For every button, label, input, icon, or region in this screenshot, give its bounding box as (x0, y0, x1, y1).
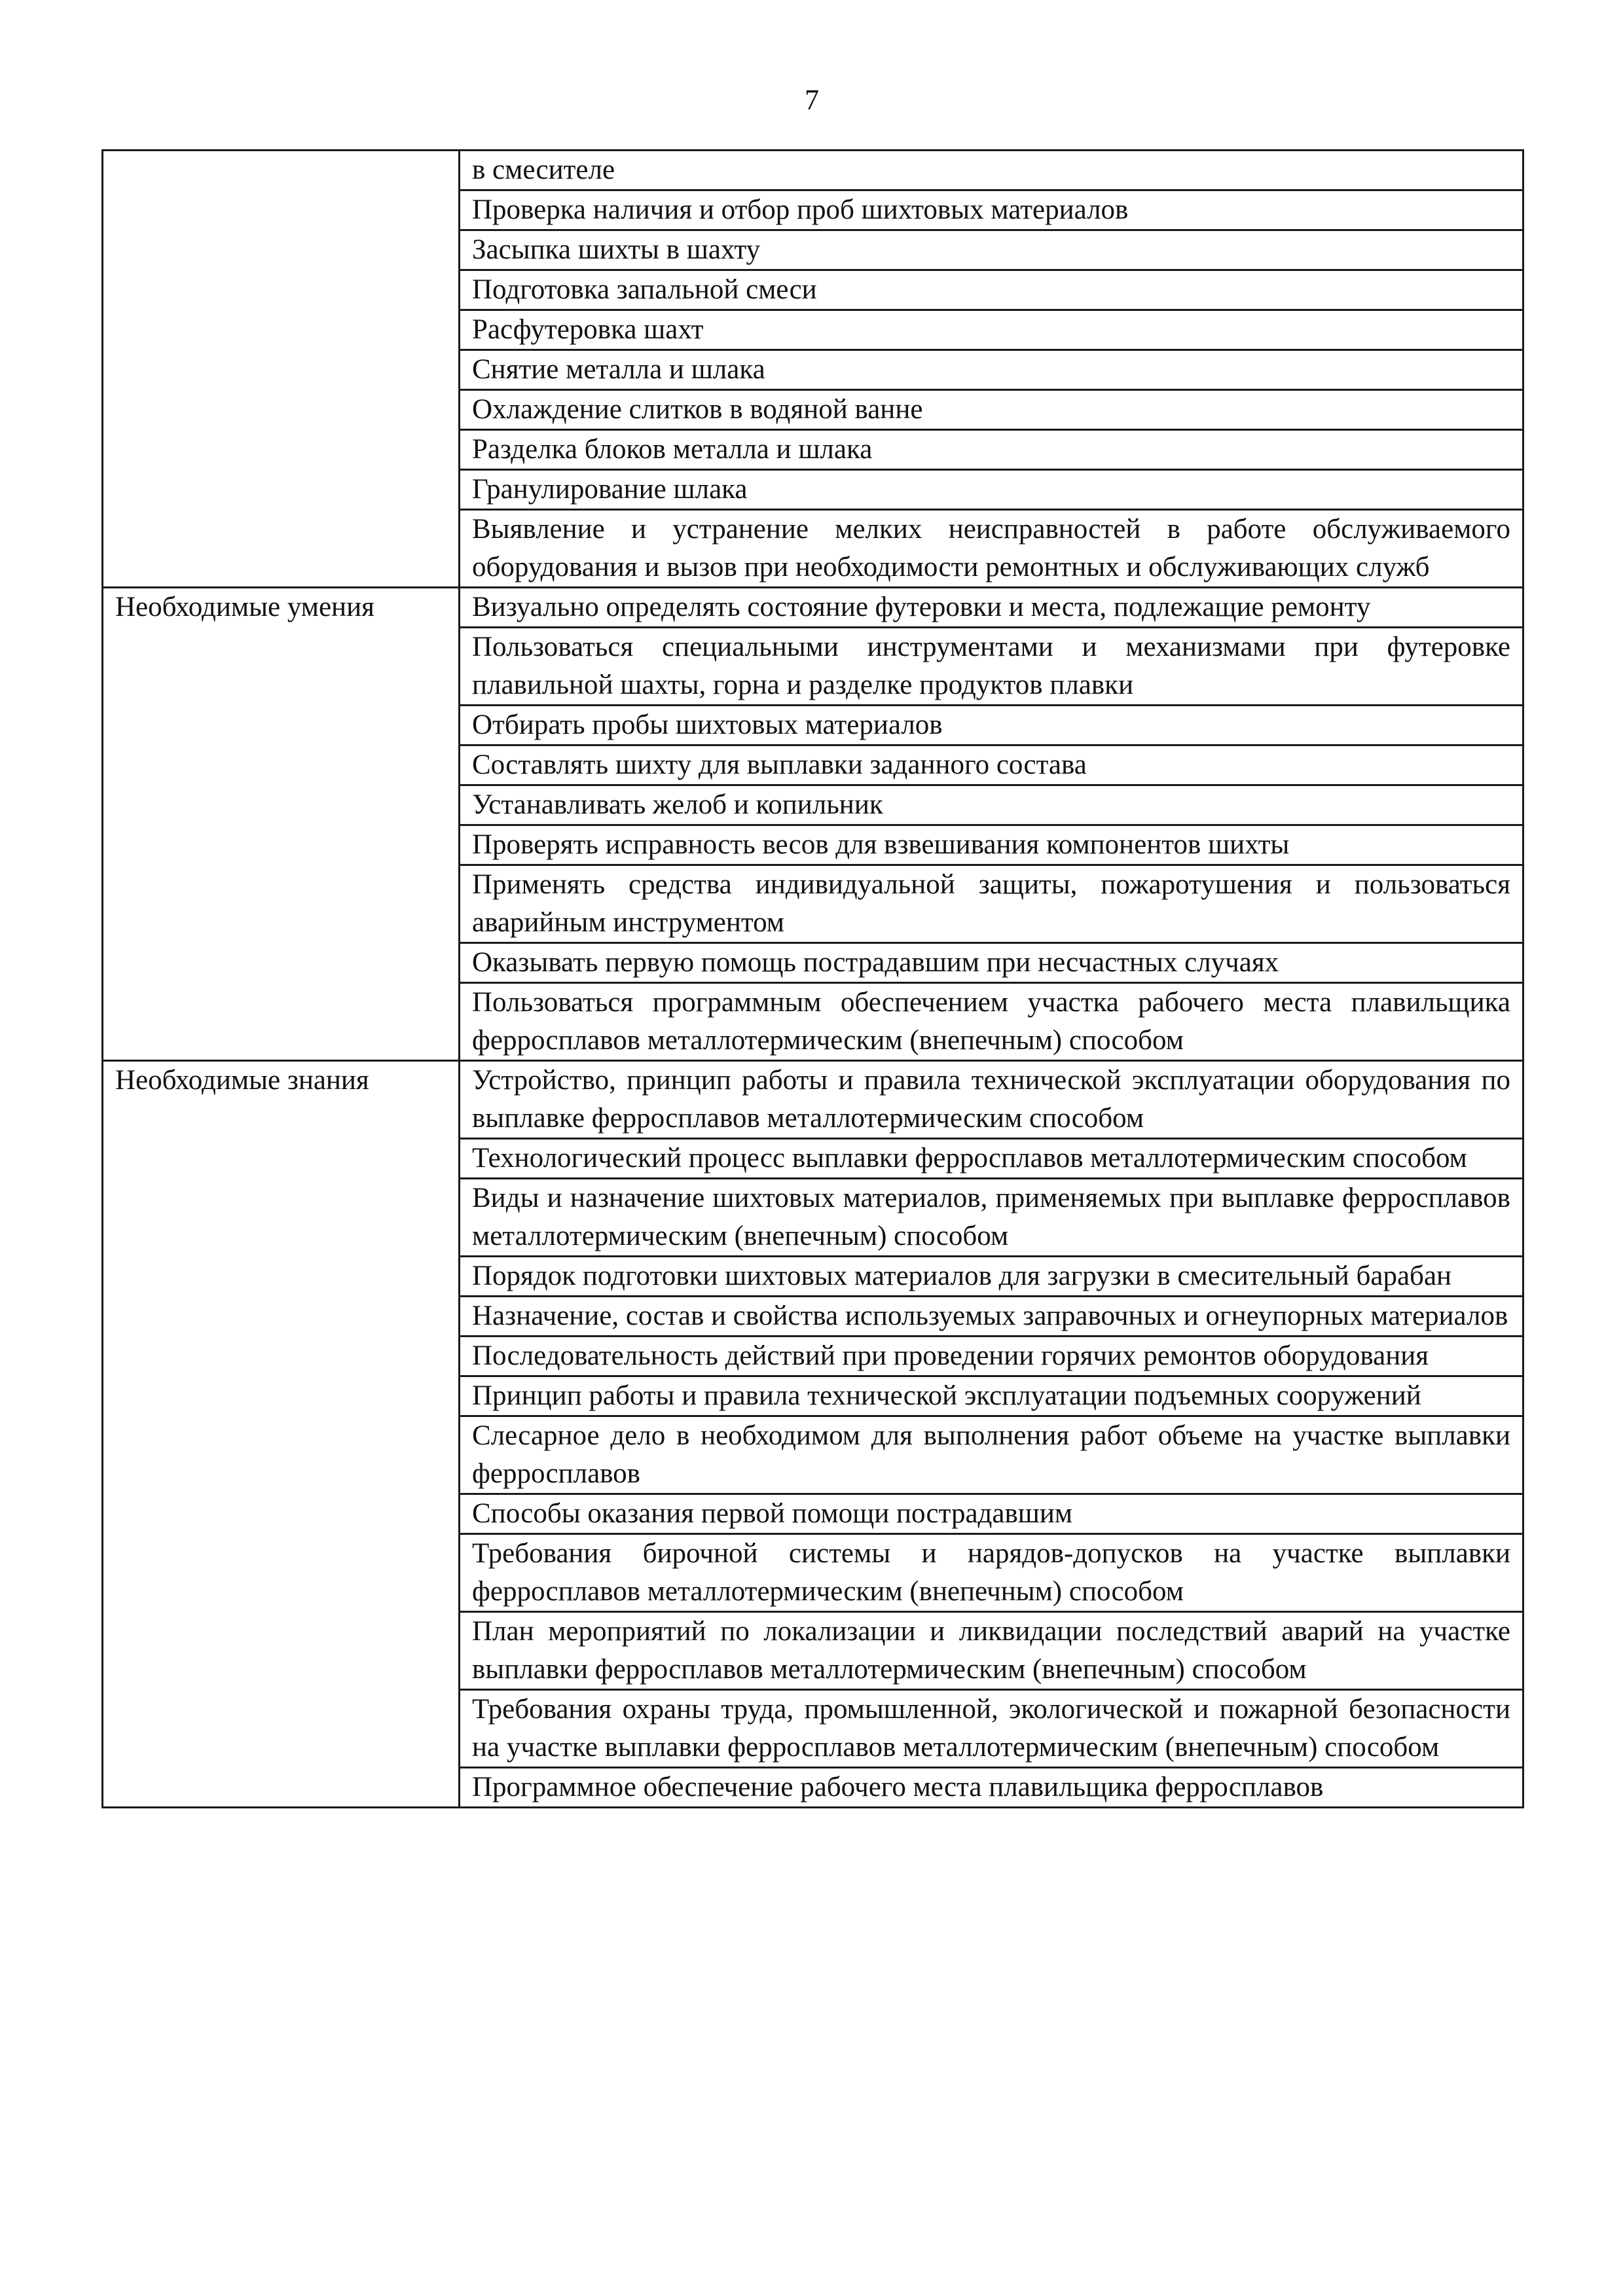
table-cell-item: Устанавливать желоб и копильник (460, 785, 1523, 825)
table-cell-item: Технологический процесс выплавки ферросплавов металлотермическим способом (460, 1139, 1523, 1179)
table-cell-item: в смесителе (460, 151, 1523, 190)
table-cell-item: Визуально определять состояние футеровки и места, подлежащие ремонту (460, 588, 1523, 628)
table-cell-item: Засыпка шихты в шахту (460, 230, 1523, 270)
table-row (103, 151, 1523, 190)
table-cell-item: Принцип работы и правила технической эксплуатации подъемных сооружений (460, 1376, 1523, 1416)
table-cell-item: Гранулирование шлака (460, 470, 1523, 510)
page-number: 7 (805, 84, 819, 116)
table-cell-item: Охлаждение слитков в водяной ванне (460, 390, 1523, 430)
table-cell-item: Последовательность действий при проведении горячих ремонтов оборудования (460, 1336, 1523, 1376)
table-cell-item: План мероприятий по локализации и ликвидации последствий аварий на участке выплавки ферросплавов металлотермическим (внепечным) способом (460, 1612, 1523, 1690)
table-cell-item: Применять средства индивидуальной защиты, пожаротушения и пользоваться аварийным инструментом (460, 865, 1523, 943)
table-cell-item: Разделка блоков металла и шлака (460, 430, 1523, 470)
section-label (103, 151, 460, 588)
table-cell-item: Устройство, принцип работы и правила технической эксплуатации оборудования по выплавке ферросплавов металлотермическим способом (460, 1061, 1523, 1139)
requirements-table (101, 149, 1524, 1808)
table-cell-item: Слесарное дело в необходимом для выполнения работ объеме на участке выплавки ферросплавов (460, 1416, 1523, 1494)
section-label: Необходимые знания (103, 1061, 460, 1808)
table-row (103, 1061, 1523, 1139)
table-cell-item: Проверять исправность весов для взвешивания компонентов шихты (460, 825, 1523, 865)
table-cell-item: Порядок подготовки шихтовых материалов для загрузки в смесительный барабан (460, 1257, 1523, 1297)
table-body (103, 151, 1523, 1808)
table-cell-item: Снятие металла и шлака (460, 350, 1523, 390)
table-cell-item: Оказывать первую помощь пострадавшим при несчастных случаях (460, 943, 1523, 983)
section-label: Необходимые умения (103, 588, 460, 1061)
table-cell-item: Подготовка запальной смеси (460, 270, 1523, 310)
table-cell-item: Составлять шихту для выплавки заданного состава (460, 745, 1523, 785)
table-row (103, 588, 1523, 628)
table-cell-item: Способы оказания первой помощи пострадавшим (460, 1494, 1523, 1534)
table-cell-item: Назначение, состав и свойства используемых заправочных и огнеупорных материалов (460, 1297, 1523, 1336)
table-cell-item: Требования охраны труда, промышленной, экологической и пожарной безопасности на участке выплавки ферросплавов металлотермическим (внепечным) способом (460, 1690, 1523, 1768)
table-cell-item: Пользоваться программным обеспечением участка рабочего места плавильщика ферросплавов металлотермическим (внепечным) способом (460, 983, 1523, 1061)
table-cell-item: Расфутеровка шахт (460, 310, 1523, 350)
table-cell-item: Отбирать пробы шихтовых материалов (460, 706, 1523, 745)
table-cell-item: Пользоваться специальными инструментами и механизмами при футеровке плавильной шахты, горна и разделке продуктов плавки (460, 628, 1523, 706)
table-cell-item: Проверка наличия и отбор проб шихтовых материалов (460, 190, 1523, 230)
table-cell-item: Выявление и устранение мелких неисправностей в работе обслуживаемого оборудования и вызов при необходимости ремонтных и обслуживающих служб (460, 510, 1523, 588)
table-cell-item: Виды и назначение шихтовых материалов, применяемых при выплавке ферросплавов металлотермическим (внепечным) способом (460, 1179, 1523, 1257)
table-cell-item: Требования бирочной системы и нарядов-допусков на участке выплавки ферросплавов металлотермическим (внепечным) способом (460, 1534, 1523, 1612)
table-cell-item: Программное обеспечение рабочего места плавильщика ферросплавов (460, 1768, 1523, 1808)
